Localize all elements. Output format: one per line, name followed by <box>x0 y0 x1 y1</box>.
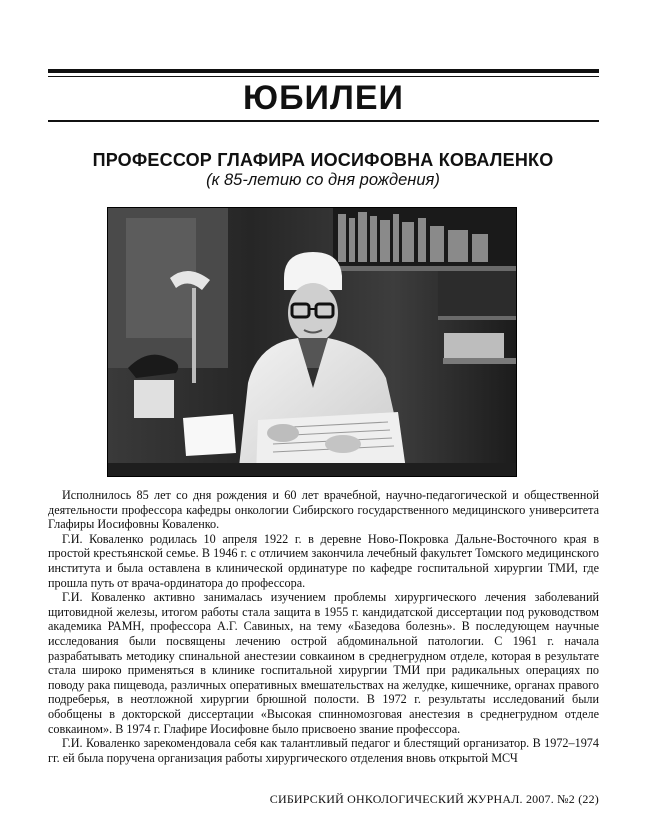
article-title: ПРОФЕССОР ГЛАФИРА ИОСИФОВНА КОВАЛЕНКО <box>92 150 554 170</box>
portrait-photo <box>107 207 517 477</box>
paragraph: Исполнилось 85 лет со дня рождения и 60 лет врачебной, научно-педагогической и общественной деятельности профессора кафедры онкологии Сибирского государственного медицинского университета Глафиры Иосифовны Коваленко. <box>48 488 599 532</box>
section-title: ЮБИЛЕИ <box>243 79 404 117</box>
journal-footer: СИБИРСКИЙ ОНКОЛОГИЧЕСКИЙ ЖУРНАЛ. 2007. №2 (22) <box>269 792 599 806</box>
section-rule-bottom <box>48 120 599 122</box>
paragraph: Г.И. Коваленко активно занималась изучением проблемы хирургического лечения заболеваний щитовидной железы, итогом работы стала защита в 1955 г. кандидатской диссертации под руководством академика РАМН, профессора А.Г. Савиных, на тему «Базедова болезнь». В последующем научные исследования были посвящены лечению острой абдоминальной патологии. С 1961 г. начала разрабатывать методику спинальной анестезии совкаином в среднегрудном отделе, которая в результате стала широко применяться в клинике госпитальной хирургии ТМИ при радикальных операциях по поводу рака пищевода, различных оперативных вмешательствах на желудке, кишечнике, органах правого подреберья, в неотложной хирургии брюшной полости. В 1972 г. результаты исследований были обобщены в докторской диссертации «Высокая спинномозговая анестезия в среднегрудном отделе совкаином». В 1974 г. Глафире Иосифовне было присвоено звание профессора. <box>48 590 599 736</box>
paragraph: Г.И. Коваленко родилась 10 апреля 1922 г. в деревне Ново-Покровка Дальне-Восточного края в простой крестьянской семье. В 1946 г. с отличием закончила лечебный факультет Томского медицинского института и была оставлена в клинической ординатуре по кафедре госпитальной хирургии ТМИ, где прошла путь от врача-ординатора до профессора. <box>48 531 599 590</box>
top-rule-thick <box>48 69 599 73</box>
article-subtitle: (к 85-летию со дня рождения) <box>206 171 440 189</box>
article-body <box>48 488 599 765</box>
paragraph: Г.И. Коваленко зарекомендовала себя как талантливый педагог и блестящий организатор. В 1972–1974 гг. ей была поручена организация работы хирургического отделения вновь открытой МСЧ <box>48 736 599 765</box>
